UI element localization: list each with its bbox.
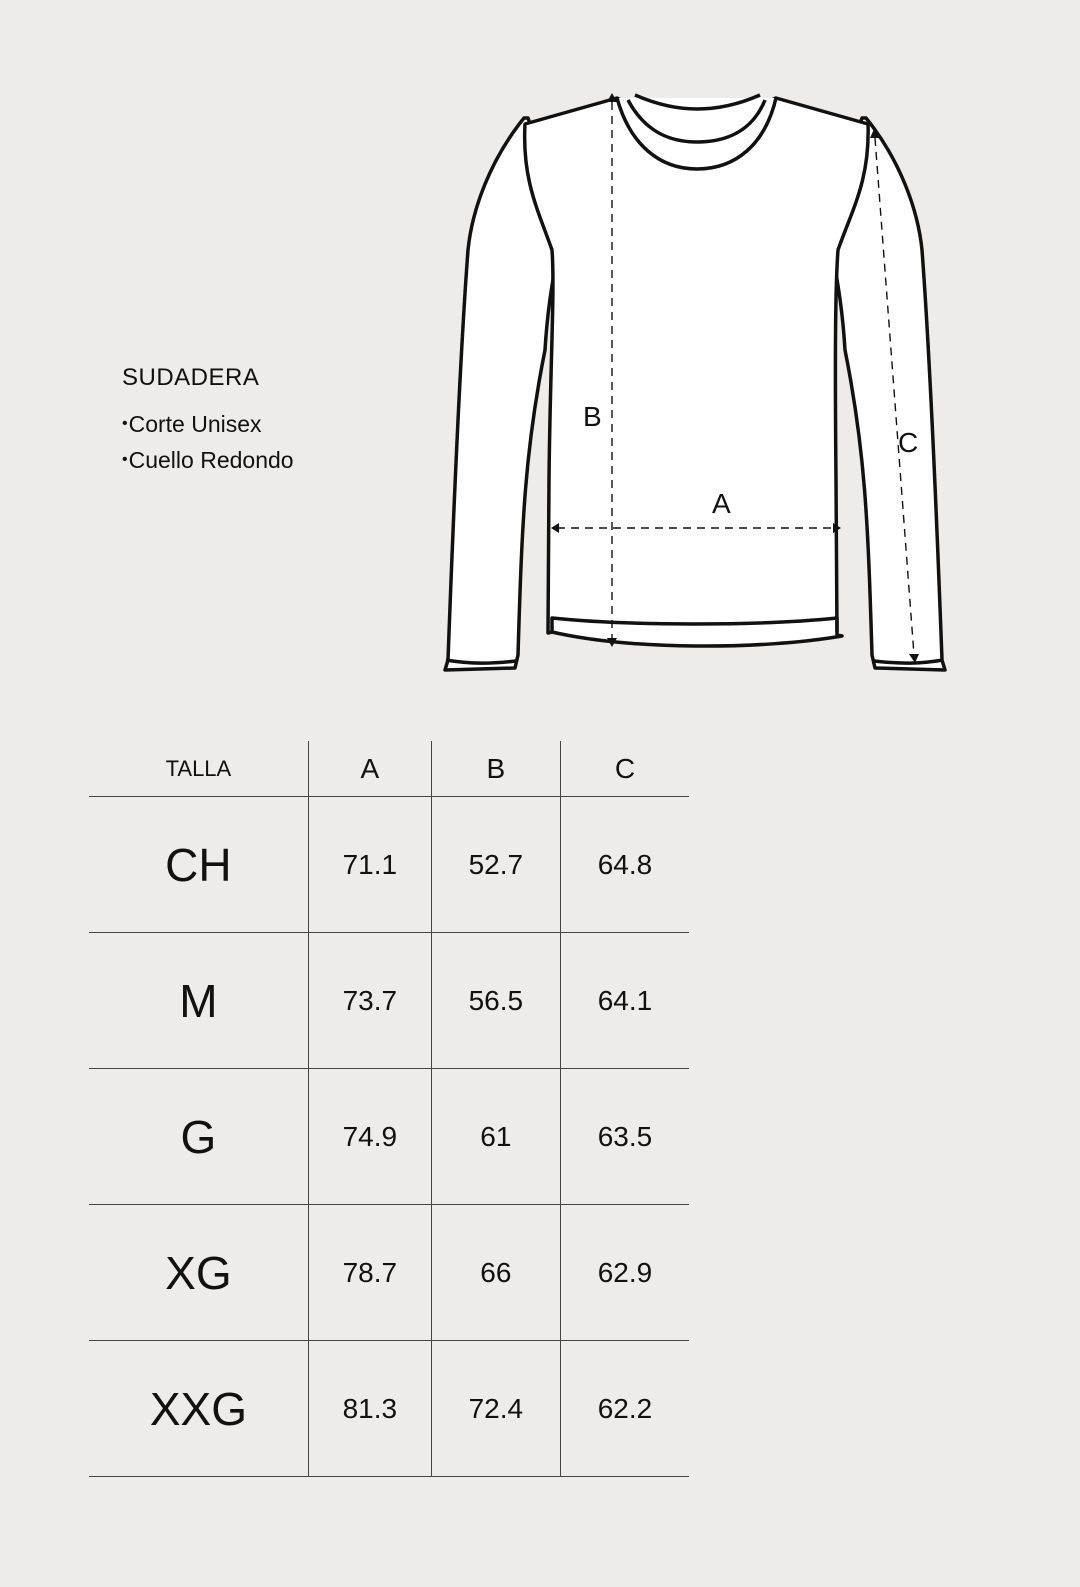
table-header-row <box>89 741 689 797</box>
label-c: C <box>898 427 919 458</box>
table-row <box>89 1205 689 1341</box>
b-cell: 52.7 <box>431 797 560 933</box>
a-cell: 74.9 <box>308 1069 431 1205</box>
header-talla: TALLA <box>89 741 308 797</box>
size-cell: G <box>89 1069 308 1205</box>
feature-item: • Corte Unisex <box>122 408 294 444</box>
size-cell: M <box>89 933 308 1069</box>
c-cell: 63.5 <box>560 1069 689 1205</box>
a-cell: 78.7 <box>308 1205 431 1341</box>
table-row <box>89 1341 689 1477</box>
b-cell: 61 <box>431 1069 560 1205</box>
feature-item: • Cuello Redondo <box>122 444 294 480</box>
c-cell: 64.8 <box>560 797 689 933</box>
size-cell: CH <box>89 797 308 933</box>
a-cell: 81.3 <box>308 1341 431 1477</box>
product-title: SUDADERA <box>122 364 260 391</box>
header-b: B <box>431 741 560 797</box>
size-cell: XG <box>89 1205 308 1341</box>
table-row <box>89 933 689 1069</box>
b-cell: 66 <box>431 1205 560 1341</box>
label-a: A <box>712 488 731 519</box>
c-cell: 62.2 <box>560 1341 689 1477</box>
table-row <box>89 1069 689 1205</box>
header-c: C <box>560 741 689 797</box>
a-cell: 73.7 <box>308 933 431 1069</box>
product-info <box>122 364 294 480</box>
table-row <box>89 797 689 933</box>
header-a: A <box>308 741 431 797</box>
size-table <box>89 741 689 1477</box>
b-cell: 72.4 <box>431 1341 560 1477</box>
b-cell: 56.5 <box>431 933 560 1069</box>
sweatshirt-diagram <box>430 70 960 690</box>
a-cell: 71.1 <box>308 797 431 933</box>
c-cell: 62.9 <box>560 1205 689 1341</box>
label-b: B <box>583 401 602 432</box>
size-cell: XXG <box>89 1341 308 1477</box>
c-cell: 64.1 <box>560 933 689 1069</box>
